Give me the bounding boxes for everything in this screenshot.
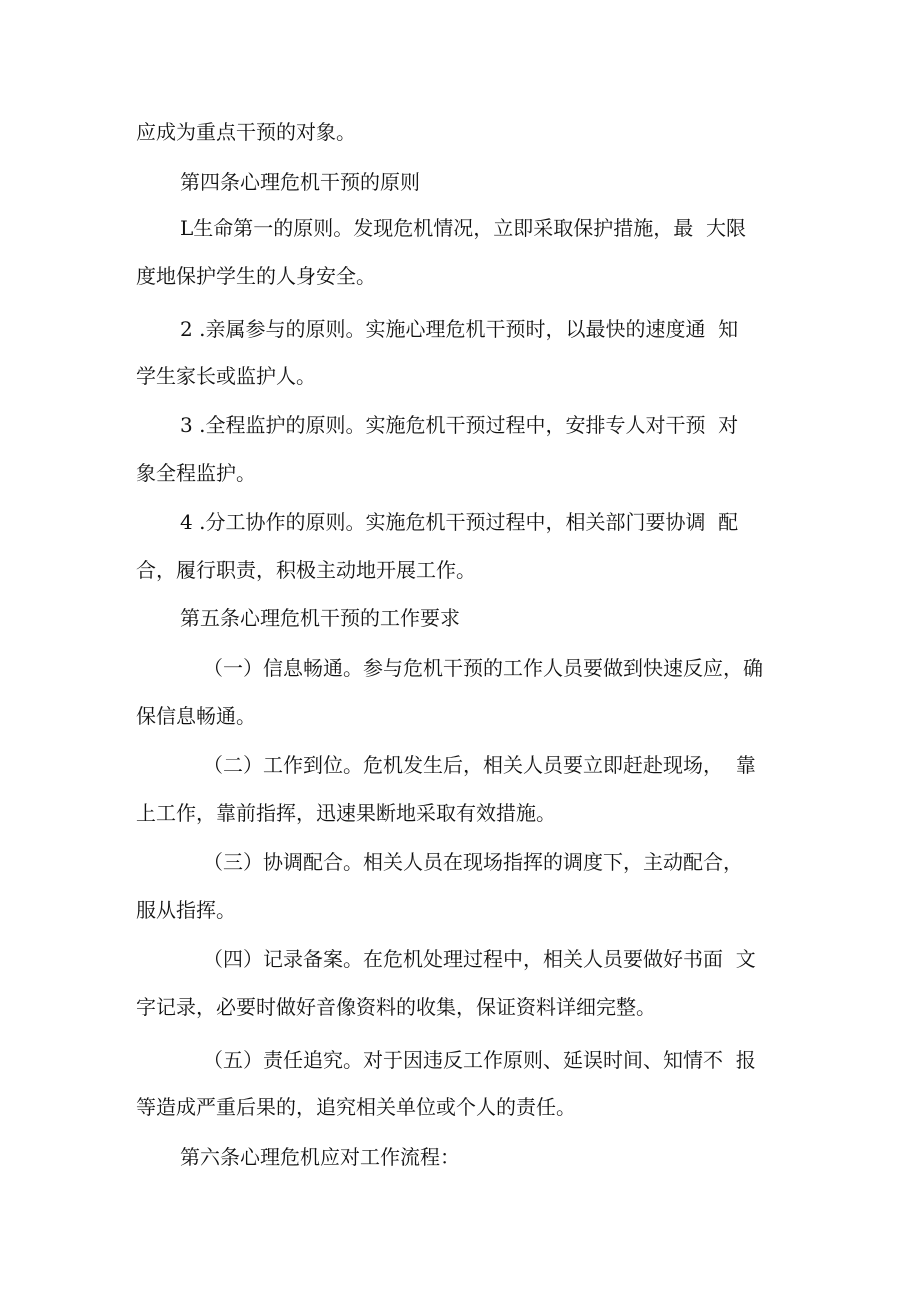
text-line: （四）记录备案。在危机处理过程中，相关人员要做好书面 文 (203, 947, 756, 971)
section-heading: 第四条心理危机干预的原则 (180, 170, 420, 194)
text-line: 字记录，必要时做好音像资料的收集，保证资料详细完整。 (136, 995, 656, 1019)
section-heading: 第五条心理危机干预的工作要求 (180, 606, 460, 630)
text-line: （一）信息畅通。参与危机干预的工作人员要做到快速反应，确 (203, 656, 763, 680)
text-line: L生命第一的原则。发现危机情况，立即采取保护措施，最 大限 (180, 216, 746, 240)
text-line: （二）工作到位。危机发生后，相关人员要立即赶赴现场， 靠 (203, 753, 756, 777)
text-line: （五）责任追究。对于因违反工作原则、延误时间、知情不 报 (203, 1048, 756, 1072)
text-line: 保信息畅通。 (136, 704, 256, 728)
text-line: 等造成严重后果的，追究相关单位或个人的责任。 (136, 1095, 576, 1119)
text-line: 合，履行职责，积极主动地开展工作。 (136, 558, 476, 582)
text-line: 度地保护学生的人身安全。 (136, 264, 376, 288)
text-line: 2 .亲属参与的原则。实施心理危机干预时，以最快的速度通 知 (180, 317, 739, 341)
text-line: 学生家长或监护人。 (136, 364, 316, 388)
text-line: 服从指挥。 (136, 898, 236, 922)
text-line: 象全程监护。 (136, 461, 256, 485)
text-line: 上工作，靠前指挥，迅速果断地采取有效措施。 (136, 801, 556, 825)
text-line: 4 .分工协作的原则。实施危机干预过程中，相关部门要协调 配 (180, 510, 739, 534)
section-heading: 第六条心理危机应对工作流程： (180, 1145, 460, 1169)
text-line: （三）协调配合。相关人员在现场指挥的调度下，主动配合， (203, 850, 743, 874)
text-line: 3 .全程监护的原则。实施危机干预过程中，安排专人对干预 对 (180, 413, 739, 437)
text-line: 应成为重点干预的对象。 (136, 120, 356, 144)
